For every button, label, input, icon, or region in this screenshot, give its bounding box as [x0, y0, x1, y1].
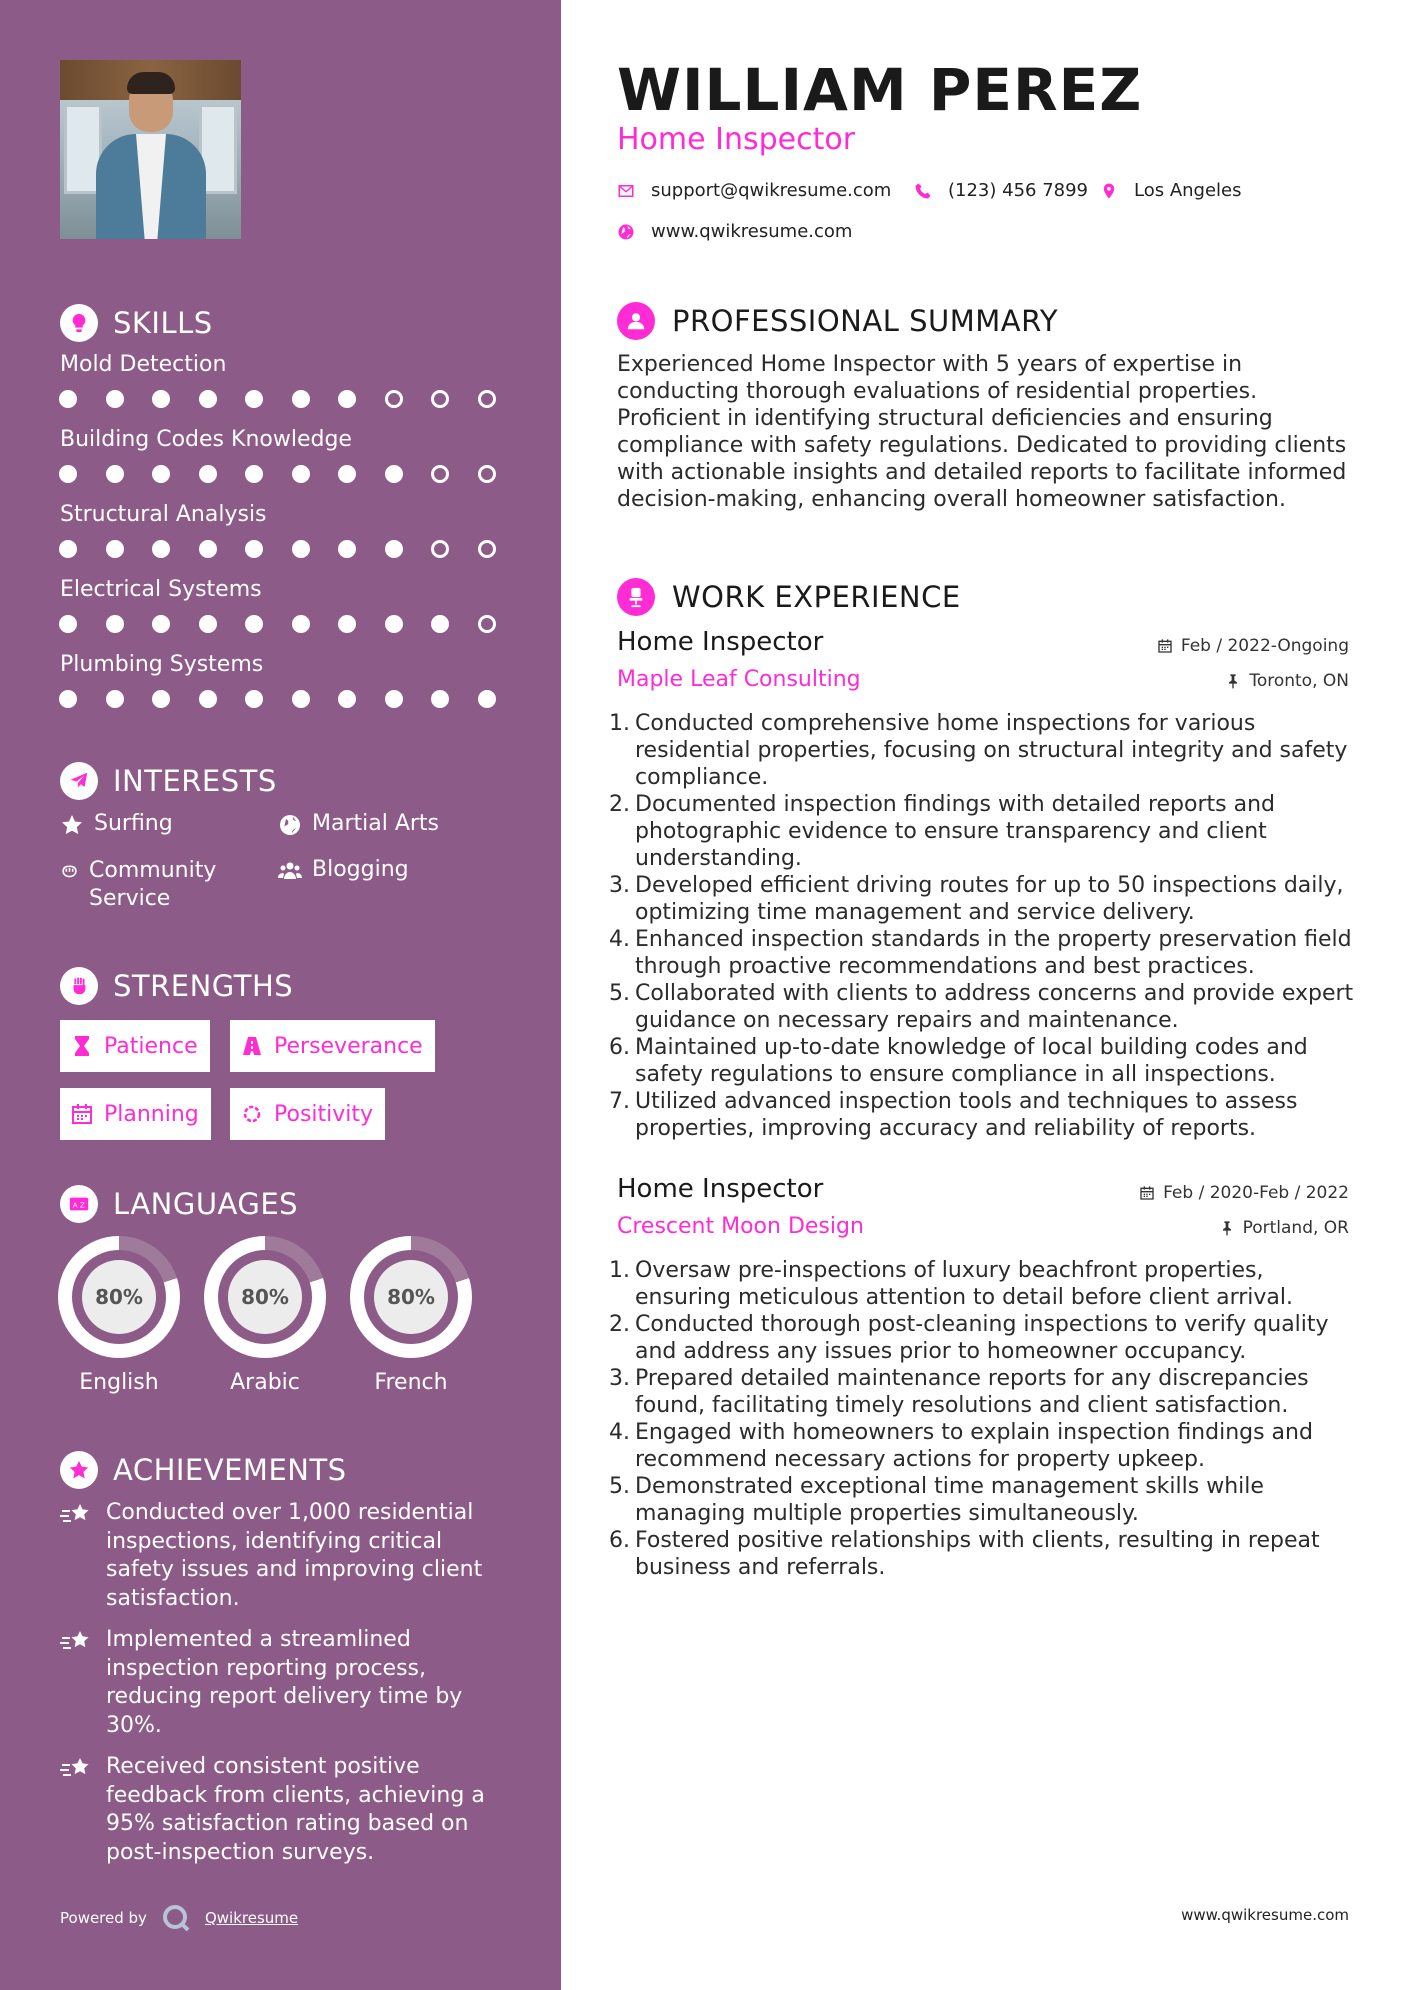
user-icon	[625, 310, 647, 332]
rating-dot-filled	[59, 690, 77, 708]
sidebar	[0, 0, 561, 1990]
job-bullets	[609, 1257, 1362, 1581]
skill-rating	[59, 390, 524, 408]
language-name: English	[79, 1370, 159, 1395]
rating-dot-filled	[245, 390, 263, 408]
rating-dot-filled	[338, 615, 356, 633]
summary-text: Experienced Home Inspector with 5 years of expertise in conducting thorough evaluations of residential properties. Proficient in identifying structural deficiencies and ensuring compliance with safety regulations. Dedicated to providing clients with actionable insights and detailed reports to facilitate informed decision-making, enhancing overall homeowner satisfaction.	[617, 352, 1347, 512]
achievement-item: Received consistent positive feedback from clients, achieving a 95% satisfaction rating based on post-inspection surveys.	[60, 1753, 510, 1867]
footer-url[interactable]: www.qwikresume.com	[1181, 1906, 1349, 1924]
achievement-item: Implemented a streamlined inspection reporting process, reducing report delivery time by 30%.	[60, 1626, 510, 1740]
rating-dot-filled	[199, 615, 217, 633]
bullet-item: 6. Maintained up-to-date knowledge of local building codes and safety regulations to ensure compliance in all inspections.	[609, 1035, 1308, 1087]
phone-icon	[914, 182, 932, 200]
rating-dot-filled	[106, 615, 124, 633]
rating-dot-empty	[478, 615, 496, 633]
rating-dot-filled	[106, 690, 124, 708]
rating-dot-filled	[152, 615, 170, 633]
bullet-item: 4. Enhanced inspection standards in the property preservation field through proactive recommendations and best practices.	[609, 927, 1352, 979]
profile-photo	[60, 60, 241, 239]
calendar-icon	[1157, 638, 1173, 654]
bullet-item: 3. Developed efficient driving routes for up to 50 inspections daily, optimizing time management and service delivery.	[609, 873, 1344, 925]
rating-dot-filled	[385, 690, 403, 708]
company-name: Crescent Moon Design	[617, 1214, 864, 1239]
job-dates: Feb / 2022-Ongoing	[1157, 636, 1349, 656]
rating-dot-empty	[431, 465, 449, 483]
rating-dot-filled	[292, 540, 310, 558]
calendar-icon	[1139, 1185, 1155, 1201]
star-badge-icon	[68, 1459, 90, 1481]
paper-plane-icon	[68, 770, 90, 792]
skill-rating	[59, 615, 524, 633]
bullet-item: 5. Collaborated with clients to address concerns and provide expert guidance on necessary repairs and maintenance.	[609, 981, 1354, 1033]
skill-rating	[59, 540, 524, 558]
rating-dot-filled	[338, 690, 356, 708]
svg-text:A: A	[72, 1200, 78, 1210]
fist-icon	[68, 975, 90, 997]
qwikresume-link[interactable]: Qwikresume	[204, 1909, 299, 1927]
rating-dot-filled	[385, 465, 403, 483]
contact-website[interactable]: www.qwikresume.com	[617, 221, 852, 242]
language-percent: 80%	[82, 1260, 156, 1334]
rating-dot-filled	[199, 465, 217, 483]
office-chair-icon	[625, 586, 647, 608]
rating-dot-filled	[245, 465, 263, 483]
bullet-item: 3. Prepared detailed maintenance reports for any discrepancies found, facilitating timely resolutions and client satisfaction.	[609, 1366, 1309, 1418]
bullet-item: 4. Engaged with homeowners to explain inspection findings and recommend necessary actions for property upkeep.	[609, 1420, 1313, 1472]
languages-heading: A Z LANGUAGES	[60, 1185, 298, 1223]
rating-dot-empty	[478, 465, 496, 483]
job-location: Portland, OR	[1219, 1218, 1349, 1238]
language-name: French	[374, 1370, 448, 1395]
skill-name: Mold Detection	[60, 352, 227, 377]
job-dates: Feb / 2020-Feb / 2022	[1139, 1183, 1349, 1203]
skill-name: Electrical Systems	[60, 577, 262, 602]
rating-dot-empty	[431, 540, 449, 558]
rating-dot-filled	[292, 465, 310, 483]
shooting-star-icon	[60, 1755, 92, 1783]
bullet-item: 1. Conducted comprehensive home inspections for various residential properties, focusing on structural integrity and safety compliance.	[609, 711, 1348, 790]
interest-community-service: Community Service	[60, 857, 260, 913]
candidate-name: WILLIAM PEREZ	[617, 56, 1143, 124]
contact-location: Los Angeles	[1100, 180, 1242, 201]
shooting-star-icon	[60, 1628, 92, 1656]
skill-name: Plumbing Systems	[60, 652, 264, 677]
job-bullets	[609, 710, 1362, 1142]
lightbulb-icon	[68, 312, 90, 334]
rating-dot-filled	[245, 690, 263, 708]
interest-blogging: Blogging	[278, 857, 409, 883]
rating-dot-empty	[431, 390, 449, 408]
bullet-item: 1. Oversaw pre-inspections of luxury beachfront properties, ensuring meticulous attention to detail before client arrival.	[609, 1258, 1294, 1310]
rating-dot-filled	[152, 465, 170, 483]
rating-dot-filled	[245, 540, 263, 558]
job-title: Home Inspector	[617, 1174, 824, 1204]
road-icon	[240, 1034, 264, 1058]
rating-dot-filled	[338, 390, 356, 408]
rating-dot-filled	[478, 690, 496, 708]
contact-email[interactable]: support@qwikresume.com	[617, 180, 891, 201]
rating-dot-filled	[106, 390, 124, 408]
powered-by: Powered by Qwikresume	[60, 1903, 298, 1933]
rating-dot-filled	[59, 615, 77, 633]
rating-dot-filled	[292, 690, 310, 708]
globe-icon	[617, 223, 635, 241]
rating-dot-filled	[292, 615, 310, 633]
bullet-item: 5. Demonstrated exceptional time management skills while managing multiple properties simultaneously.	[609, 1474, 1264, 1526]
calendar-icon	[70, 1102, 94, 1126]
rating-dot-filled	[385, 615, 403, 633]
bullet-item: 7. Utilized advanced inspection tools and techniques to assess properties, improving accuracy and reliability of reports.	[609, 1089, 1298, 1141]
rating-dot-filled	[59, 540, 77, 558]
language-percent: 80%	[228, 1260, 302, 1334]
language-ring	[58, 1236, 180, 1358]
rating-dot-filled	[338, 540, 356, 558]
experience-heading: WORK EXPERIENCE	[617, 578, 961, 616]
bullet-item: 2. Documented inspection findings with detailed reports and photographic evidence to ensure transparency and client understanding.	[609, 792, 1275, 871]
rating-dot-filled	[431, 615, 449, 633]
rating-dot-empty	[478, 540, 496, 558]
strengths-heading: STRENGTHS	[60, 967, 293, 1005]
qwikresume-logo-icon	[161, 1903, 191, 1933]
language-percent: 80%	[374, 1260, 448, 1334]
strength-positivity: Positivity	[230, 1088, 385, 1140]
achievements-heading: ACHIEVEMENTS	[60, 1451, 347, 1489]
globe-icon	[278, 813, 302, 837]
strength-patience: Patience	[60, 1020, 210, 1072]
strength-planning: Planning	[60, 1088, 211, 1140]
rating-dot-filled	[199, 690, 217, 708]
rating-dot-filled	[106, 540, 124, 558]
rating-dot-filled	[152, 390, 170, 408]
rating-dot-filled	[431, 690, 449, 708]
svg-text:Z: Z	[79, 1200, 85, 1210]
rating-dot-filled	[338, 465, 356, 483]
bullet-item: 6. Fostered positive relationships with clients, resulting in repeat business and referrals.	[609, 1528, 1320, 1580]
language-icon	[68, 1193, 90, 1215]
strength-perseverance: Perseverance	[230, 1020, 435, 1072]
skill-rating	[59, 465, 524, 483]
rating-dot-filled	[106, 465, 124, 483]
skills-heading: SKILLS	[60, 304, 213, 342]
rating-dot-filled	[59, 390, 77, 408]
rating-dot-empty	[478, 390, 496, 408]
rating-dot-filled	[292, 390, 310, 408]
sun-icon	[240, 1102, 264, 1126]
interests-heading: INTERESTS	[60, 762, 277, 800]
company-name: Maple Leaf Consulting	[617, 667, 861, 692]
language-name: Arabic	[230, 1370, 300, 1395]
map-pin-icon	[1100, 182, 1118, 200]
bullet-item: 2. Conducted thorough post-cleaning inspections to verify quality and address any issues prior to homeowner occupancy.	[609, 1312, 1329, 1364]
interest-martial-arts: Martial Arts	[278, 811, 439, 837]
star-icon	[60, 813, 84, 837]
users-icon	[278, 859, 302, 883]
interest-surfing: Surfing	[60, 811, 173, 837]
rating-dot-filled	[199, 540, 217, 558]
job-location: Toronto, ON	[1225, 671, 1349, 691]
language-ring	[350, 1236, 472, 1358]
language-ring	[204, 1236, 326, 1358]
rating-dot-empty	[385, 390, 403, 408]
summary-heading: PROFESSIONAL SUMMARY	[617, 302, 1058, 340]
hourglass-icon	[70, 1034, 94, 1058]
contact-phone[interactable]: (123) 456 7899	[914, 180, 1088, 201]
rating-dot-filled	[152, 690, 170, 708]
shooting-star-icon	[60, 1501, 92, 1529]
rating-dot-filled	[199, 390, 217, 408]
rating-dot-filled	[385, 540, 403, 558]
rating-dot-filled	[152, 540, 170, 558]
rating-dot-filled	[59, 465, 77, 483]
pushpin-icon	[1219, 1220, 1235, 1236]
pushpin-icon	[1225, 673, 1241, 689]
skill-name: Structural Analysis	[60, 502, 267, 527]
hand-icon	[60, 859, 79, 883]
skill-name: Building Codes Knowledge	[60, 427, 352, 452]
job-title: Home Inspector	[617, 627, 824, 657]
skill-rating	[59, 690, 524, 708]
candidate-role: Home Inspector	[617, 122, 856, 157]
achievement-item: Conducted over 1,000 residential inspections, identifying critical safety issues and improving client satisfaction.	[60, 1499, 510, 1613]
rating-dot-filled	[245, 615, 263, 633]
envelope-icon	[617, 182, 635, 200]
